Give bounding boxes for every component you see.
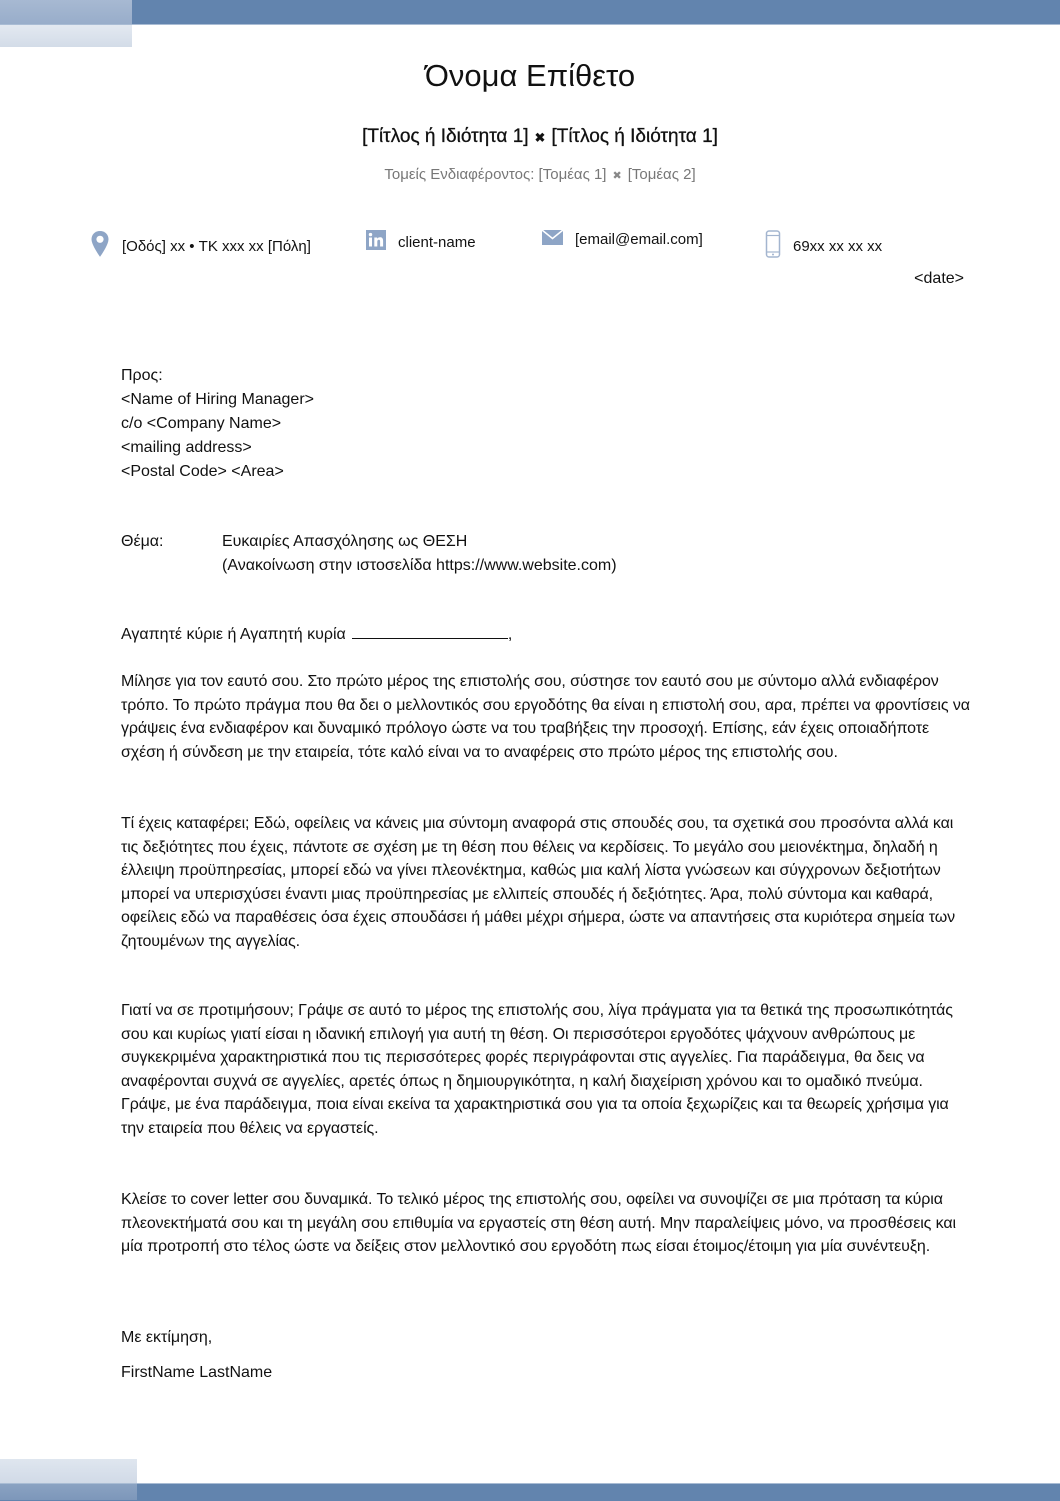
address-text: [Οδός] xx • ΤΚ xxx xx [Πόλη] (122, 237, 311, 255)
titles-line (0, 126, 1060, 148)
linkedin-text[interactable]: client-name (398, 233, 476, 251)
letter-date: <date> (914, 270, 964, 287)
closing: Με εκτίμηση, (121, 1329, 213, 1346)
greeting-text: Αγαπητέ κύριε ή Αγαπητή κυρία (121, 626, 346, 643)
applicant-name: Όνομα Επίθετο (424, 58, 636, 93)
body-paragraph: Γιατί να σε προτιμήσουν; Γράψε σε αυτό το μέρος της επιστολής σου, λίγα πράγματα για τα θετικά της προσωπικότητάς σου και κυρίως γιατί είσαι η ιδανική επιλογή για αυτή τη θέση. Οι περισσότεροι εργοδότες ψάχνουν ανθρώπους με συγκεκριμένα χαρακτηριστικά που τις περισσότερες φορές περιγράφονται στις αγγελίες. Για παράδειγμα, θα δεις να αναφέρονται συχνά σε αγγελίες, αρετές όπως η δημιουργικότητα, η καλή διαχείριση χρόνου και το ομαδικό πνεύμα. Γράψε, με ένα παράδειγμα, ποια είναι εκείνα τα χαρακτηριστικά σου για τα οποία ξεχωρίζεις και τα θεωρείς χρήσιμα για την εταιρεία που θέλεις να εργαστείς. (121, 1002, 953, 1137)
subject-line: (Ανακοίνωση στην ιστοσελίδα https://www.website.com) (222, 557, 617, 574)
body-paragraph: Τί έχεις καταφέρει; Εδώ, οφείλεις να κάνεις μια σύντομη αναφορά στις σπουδές σου, τα σχετικά σου προσόντα αλλά και τις δεξιότητες που έχεις, πάντοτε σε σχέση με τη θέση που θέλεις να κερδίσεις. Το μεγάλο σου μειονέκτημα, δηλαδή η έλλειψη προϋπηρεσίας, μπορεί εδώ να γίνει πλεονέκτημα, καθώς μια καλή λίστα γνώσεων και σύγχρονων δεξιοτήτων μπορεί να υπερισχύσει έναντι μιας προϋπηρεσίας με ελλιπείς σπουδές ή δεξιότητες. Άρα, πολύ σύντομα και καθαρά, οφείλεις εδώ να παραθέσεις όσα έχεις σπουδάσει ή μάθει μέχρι σήμερα, ώστε να απαντήσεις στα κυριότερα σημεία των ζητουμένων της αγγελίας. (121, 815, 956, 950)
contact-address (90, 230, 311, 262)
top-band-light-block (0, 25, 132, 47)
body-paragraph: Μίλησε για τον εαυτό σου. Στο πρώτο μέρος της επιστολής σου, σύστησε τον εαυτό σου με σύντομο αλλά ενδιαφέρον τρόπο. Το πρώτο πράγμα που θα δει ο μελλοντικός σου εργοδότης θα είναι η επιστολή σου, αρα, πρέπει να φροντίσεις να γράψεις ένα ενδιαφέρον και δυναμικό πρόλογο ώστε να του τραβήξεις την προσοχή. Επίσης, εάν έχεις οποιαδήποτε σχέση ή σύνδεση με την εταιρεία, τότε καλό είναι να το αναφέρεις στο πρώτο μέρος της επιστολής σου. (121, 673, 970, 761)
recipient-line: <mailing address> (121, 439, 252, 456)
contact-phone (765, 230, 882, 262)
greeting-suffix: , (507, 626, 513, 643)
top-decorative-band (0, 0, 1060, 25)
recipient-line: <Postal Code> <Area> (121, 463, 284, 480)
recipient-block (121, 364, 314, 484)
subject-block (121, 530, 617, 578)
linkedin-icon[interactable] (366, 230, 386, 254)
interests-line (0, 166, 1060, 183)
signature: FirstName LastName (121, 1364, 273, 1381)
greeting-blank-line (352, 624, 508, 639)
bottom-band-texture (0, 1484, 137, 1500)
email-icon (542, 230, 563, 249)
contact-linkedin (366, 230, 476, 254)
top-band-texture (0, 0, 132, 24)
interest-2: [Τομέας 2] (627, 166, 696, 183)
title-2: [Τίτλος ή Ιδιότητα 1] (551, 126, 718, 147)
phone-text: 69xx xx xx xx (793, 237, 883, 255)
bottom-band-light-block (0, 1459, 137, 1483)
contact-email (542, 230, 703, 249)
separator-icon: ✖ (612, 170, 622, 182)
interests-label: Τομείς Ενδιαφέροντος: (384, 166, 535, 183)
recipient-line: c/o <Company Name> (121, 415, 282, 432)
recipient-line: <Name of Hiring Manager> (121, 391, 314, 408)
subject-line: Ευκαιρίες Απασχόλησης ως ΘΕΣΗ (222, 533, 468, 550)
separator-icon: ✖ (534, 130, 546, 145)
bottom-decorative-band (0, 1483, 1060, 1501)
map-pin-icon (90, 230, 110, 262)
recipient-label: Προς: (121, 367, 163, 384)
title-1: [Τίτλος ή Ιδιότητα 1] (362, 126, 529, 147)
interest-1: [Τομέας 1] (538, 166, 607, 183)
mobile-phone-icon (765, 230, 781, 262)
email-text[interactable]: [email@email.com] (575, 231, 703, 248)
subject-label: Θέμα: (121, 533, 164, 550)
body-paragraph: Κλείσε το cover letter σου δυναμικά. Το τελικό μέρος της επιστολής σου, οφείλει να συνοψίζει σε μια πρόταση τα κύρια πλεονεκτήματά σου και τη μεγάλη σου επιθυμία να εργαστείς στη θέση αυτή. Μην παραλείψεις μόνο, να προσθέσεις και μία προτροπή στο τέλος ώστε να δείξεις στον μελλοντικό σου εργοδότη πως είσαι έτοιμος/έτοιμη για μία συνέντευξη. (121, 1191, 956, 1255)
greeting (121, 624, 512, 644)
